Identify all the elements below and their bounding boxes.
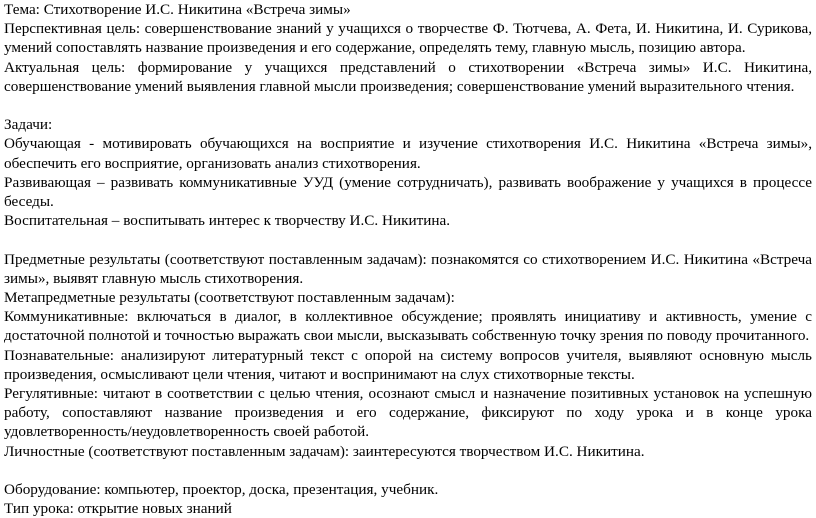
lesson-type: Тип урока: открытие новых знаний bbox=[4, 500, 232, 518]
cognitive-results: Познавательные: анализируют литературный текст с опорой на систему вопросов учителя, выявляют основную мысль произведения, осмысливают цели чтения, читают и воспринимают на слух стихотворные тексты. bbox=[4, 346, 812, 383]
tasks-heading: Задачи: bbox=[4, 116, 53, 134]
communicative-results: Коммуникативные: включаться в диалог, в коллективное обсуждение; проявлять инициативу и активность, умение с достаточной полнотой и точностью выражать свои мысли, высказывать собственную точку зрения по поводу прочитанного. bbox=[4, 308, 812, 345]
equipment: Оборудование: компьютер, проектор, доска, презентация, учебник. bbox=[4, 481, 439, 499]
spacer bbox=[4, 230, 812, 249]
metasubject-heading: Метапредметные результаты (соответствуют поставленным задачам): bbox=[4, 289, 455, 307]
subject-results: Предметные результаты (соответствуют поставленным задачам): познакомятся со стихотворением И.С. Никитина «Встреча зимы», выявят главную мысль стихотворения. bbox=[4, 250, 812, 287]
actual-goal: Актуальная цель: формирование у учащихся представлений о стихотворении «Встреча зимы» И.С. Никитина, совершенствование умений выявления главной мысли произведения; совершенствование умений выразительного чтения. bbox=[4, 58, 812, 95]
regulatory-results: Регулятивные: читают в соответствии с целью чтения, осознают смысл и назначение позитивных установок на успешную работу, сопоставляют название произведения и его содержание, фиксируют по ходу урока и в конце урока удовлетворенность/неудовлетворенность своей работой. bbox=[4, 385, 812, 441]
lesson-topic: Тема: Стихотворение И.С. Никитина «Встреча зимы» bbox=[4, 1, 351, 18]
task-developing: Развивающая – развивать коммуникативные УУД (умение сотрудничать), развивать воображение у учащихся в процессе беседы. bbox=[4, 173, 812, 211]
task-educating: Воспитательная – воспитывать интерес к творчеству И.С. Никитина. bbox=[4, 212, 451, 230]
personal-results: Личностные (соответствуют поставленным задачам): заинтересуются творчеством И.С. Никитина. bbox=[4, 442, 645, 460]
spacer bbox=[4, 96, 812, 115]
perspective-goal: Перспективная цель: совершенствование знаний у учащихся о творчестве Ф. Тютчева, А. Фета, И. Никитина, И. Сурикова, умений сопоставлять название произведения и его содержание, определять тему, главную мысль, позицию автора. bbox=[4, 20, 812, 57]
spacer bbox=[4, 461, 812, 480]
task-teaching: Обучающая - мотивировать обучающихся на восприятие и изучение стихотворения И.С. Никитина «Встреча зимы», обеспечить его восприятие, организовать анализ стихотворения. bbox=[4, 135, 812, 172]
